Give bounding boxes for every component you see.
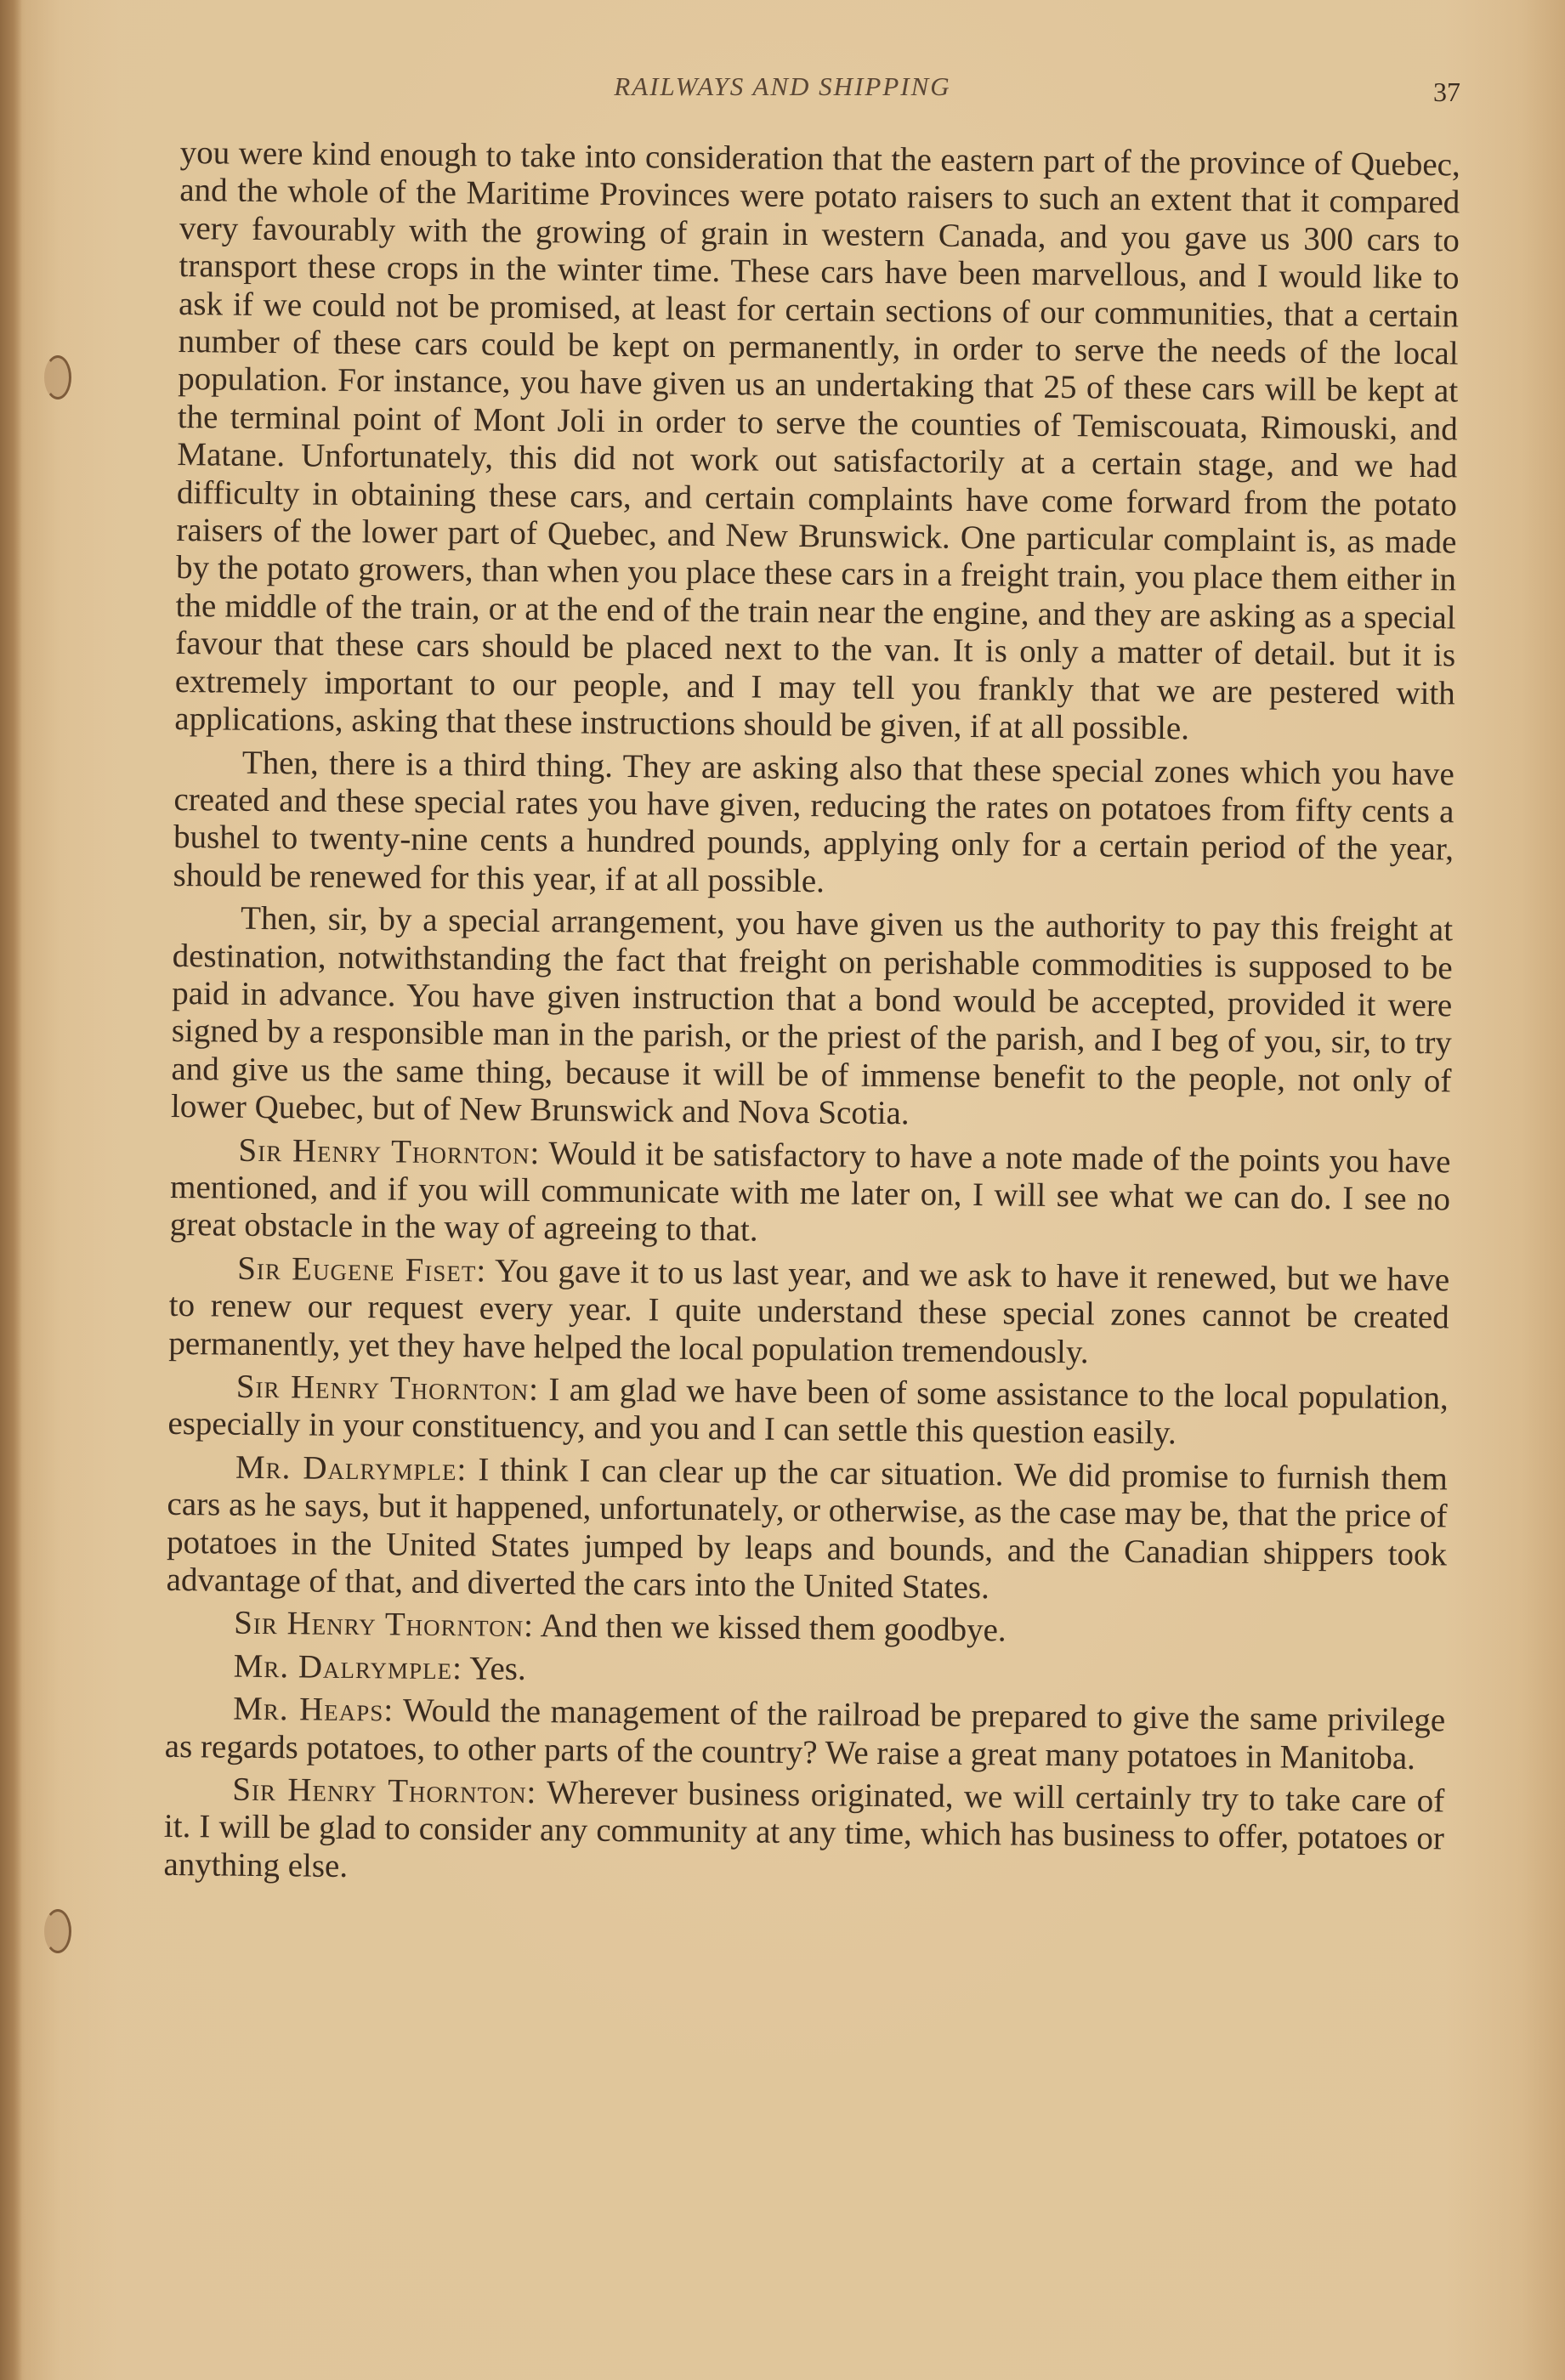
paragraph-2 [173,743,1454,906]
speaker-name: Sir Henry Thornton: [232,1771,537,1811]
punch-hole-upper [44,355,71,400]
speaker-name: Sir Henry Thornton: [238,1131,541,1171]
paragraph-text: Would the management of the railroad be prepared to give the same privilege as regards potatoes, to other parts of the country? We raise a great many potatoes in Manitoba. [164,1692,1446,1776]
paragraph-text: Then, sir, by a special arrangement, you have given us the authority to pay this freight at destination, notwithstanding the fact that freight on perishable commodities is supposed to be paid in advance. You have given instruction that a bond would be accepted, provided it were signed by a responsible man in the parish, or the priest of the parish, and I beg of you, sir, to try and give us the same thing, because it will be of immense benefit to the people, not only of lower Quebec, but of New Brunswick and Nova Scotia. [170,899,1454,1132]
paragraph-7 [166,1448,1448,1612]
punch-hole-lower [44,1909,71,1953]
paragraph-8 [166,1604,1446,1654]
paragraph-6 [167,1368,1449,1455]
paragraph-text: I am glad we have been of some assistance to the local population, especially in your constituency, and you and I can settle this question easily. [167,1371,1449,1452]
running-header [0,71,1565,110]
paragraph-10 [165,1690,1446,1777]
speaker-name: Sir Eugene Fiset: [236,1250,487,1289]
paragraph-1 [174,134,1460,751]
paragraph-5 [168,1250,1449,1375]
speaker-name: Mr. Dalrymple: [235,1448,468,1488]
running-title: RAILWAYS AND SHIPPING [614,71,951,101]
paragraph-text: you were kind enough to take into consideration that the eastern part of the province of Quebec, and the whole of the Maritime Provinces were potato raisers to such an extent that it compared very favourably with the growing of grain in western Canada, and you gave us 300 cars to transport these crops in the winter time. These cars have been marvellous, and I would like to ask if we could not be promised, at least for certain sections of our communities, that a certain number of these cars could be kept on permanently, in order to serve the needs of the local population. For instance, you have given us an undertaking that 25 of these cars will be kept at the terminal point of Mont Joli in order to serve the counties of Temiscouata, Rimouski, and Matane. Unfortunately, this did not work out satisfactorily at a certain stage, and we had difficulty in obtaining these cars, and certain complaints have come forward from the potato raisers of the lower part of Quebec, and New Brunswick. One particular complaint is, as made by the potato growers, than when you place these cars in a freight train, you place them either in the middle of the train, or at the end of the train near the engine, and they are asking as a special favour that these cars should be placed next to the van. It is only a matter of detail. but it is extremely important to our people, and I may tell you frankly that we are pestered with applications, asking that these instructions should be given, if at all possible. [174,134,1460,747]
paragraph-3 [171,899,1453,1138]
speaker-name: Sir Henry Thornton: [233,1605,535,1645]
paragraph-text: You gave it to us last year, and we ask to have it renewed, but we have to renew our request every year. I quite understand these special zones cannot be created permanently, yet they have helped the local population tremendously. [168,1252,1450,1370]
speaker-name: Sir Henry Thornton: [235,1368,540,1408]
page-number: 37 [1433,76,1460,107]
paragraph-text: I think I can clear up the car situation. We did promise to furnish them cars as he says, but it happened, unfortunately, or otherwise, as the case may be, that the price of potatoes in the United States jumped by leaps and bounds, and the Canadian shippers took advantage of that, and diverted the cars into the United States. [166,1451,1449,1606]
speaker-name: Mr. Dalrymple: [233,1647,463,1687]
paragraph-text: Wherever business originated, we will certainly try to take care of it. I will be glad to consider any community at any time, which has business to offer, potatoes or anything else. [163,1774,1445,1884]
paragraph-text: Then, there is a third thing. They are asking also that these special zones which you have created and these special rates you have given, reducing the rates on potatoes from fifty cents a bushel to twenty-nine cents a hundred pounds, applying only for a certain period of the year, should be renewed for this year, if at all possible. [173,744,1455,900]
page-binding-edge [0,0,22,2380]
speaker-name: Mr. Heaps: [233,1690,394,1729]
paragraph-11 [163,1771,1444,1896]
body-text [163,134,1460,1901]
paragraph-9 [165,1647,1445,1697]
paragraph-text: Would it be satisfactory to have a note made of the points you have mentioned, and if you will communicate with me later on, I will see what we can do. I see no great obstacle in the way of agreeing to that. [169,1134,1451,1249]
paragraph-text: And then we kissed them goodbye. [540,1607,1006,1649]
paragraph-text: Yes. [469,1650,526,1687]
paragraph-4 [169,1131,1450,1257]
